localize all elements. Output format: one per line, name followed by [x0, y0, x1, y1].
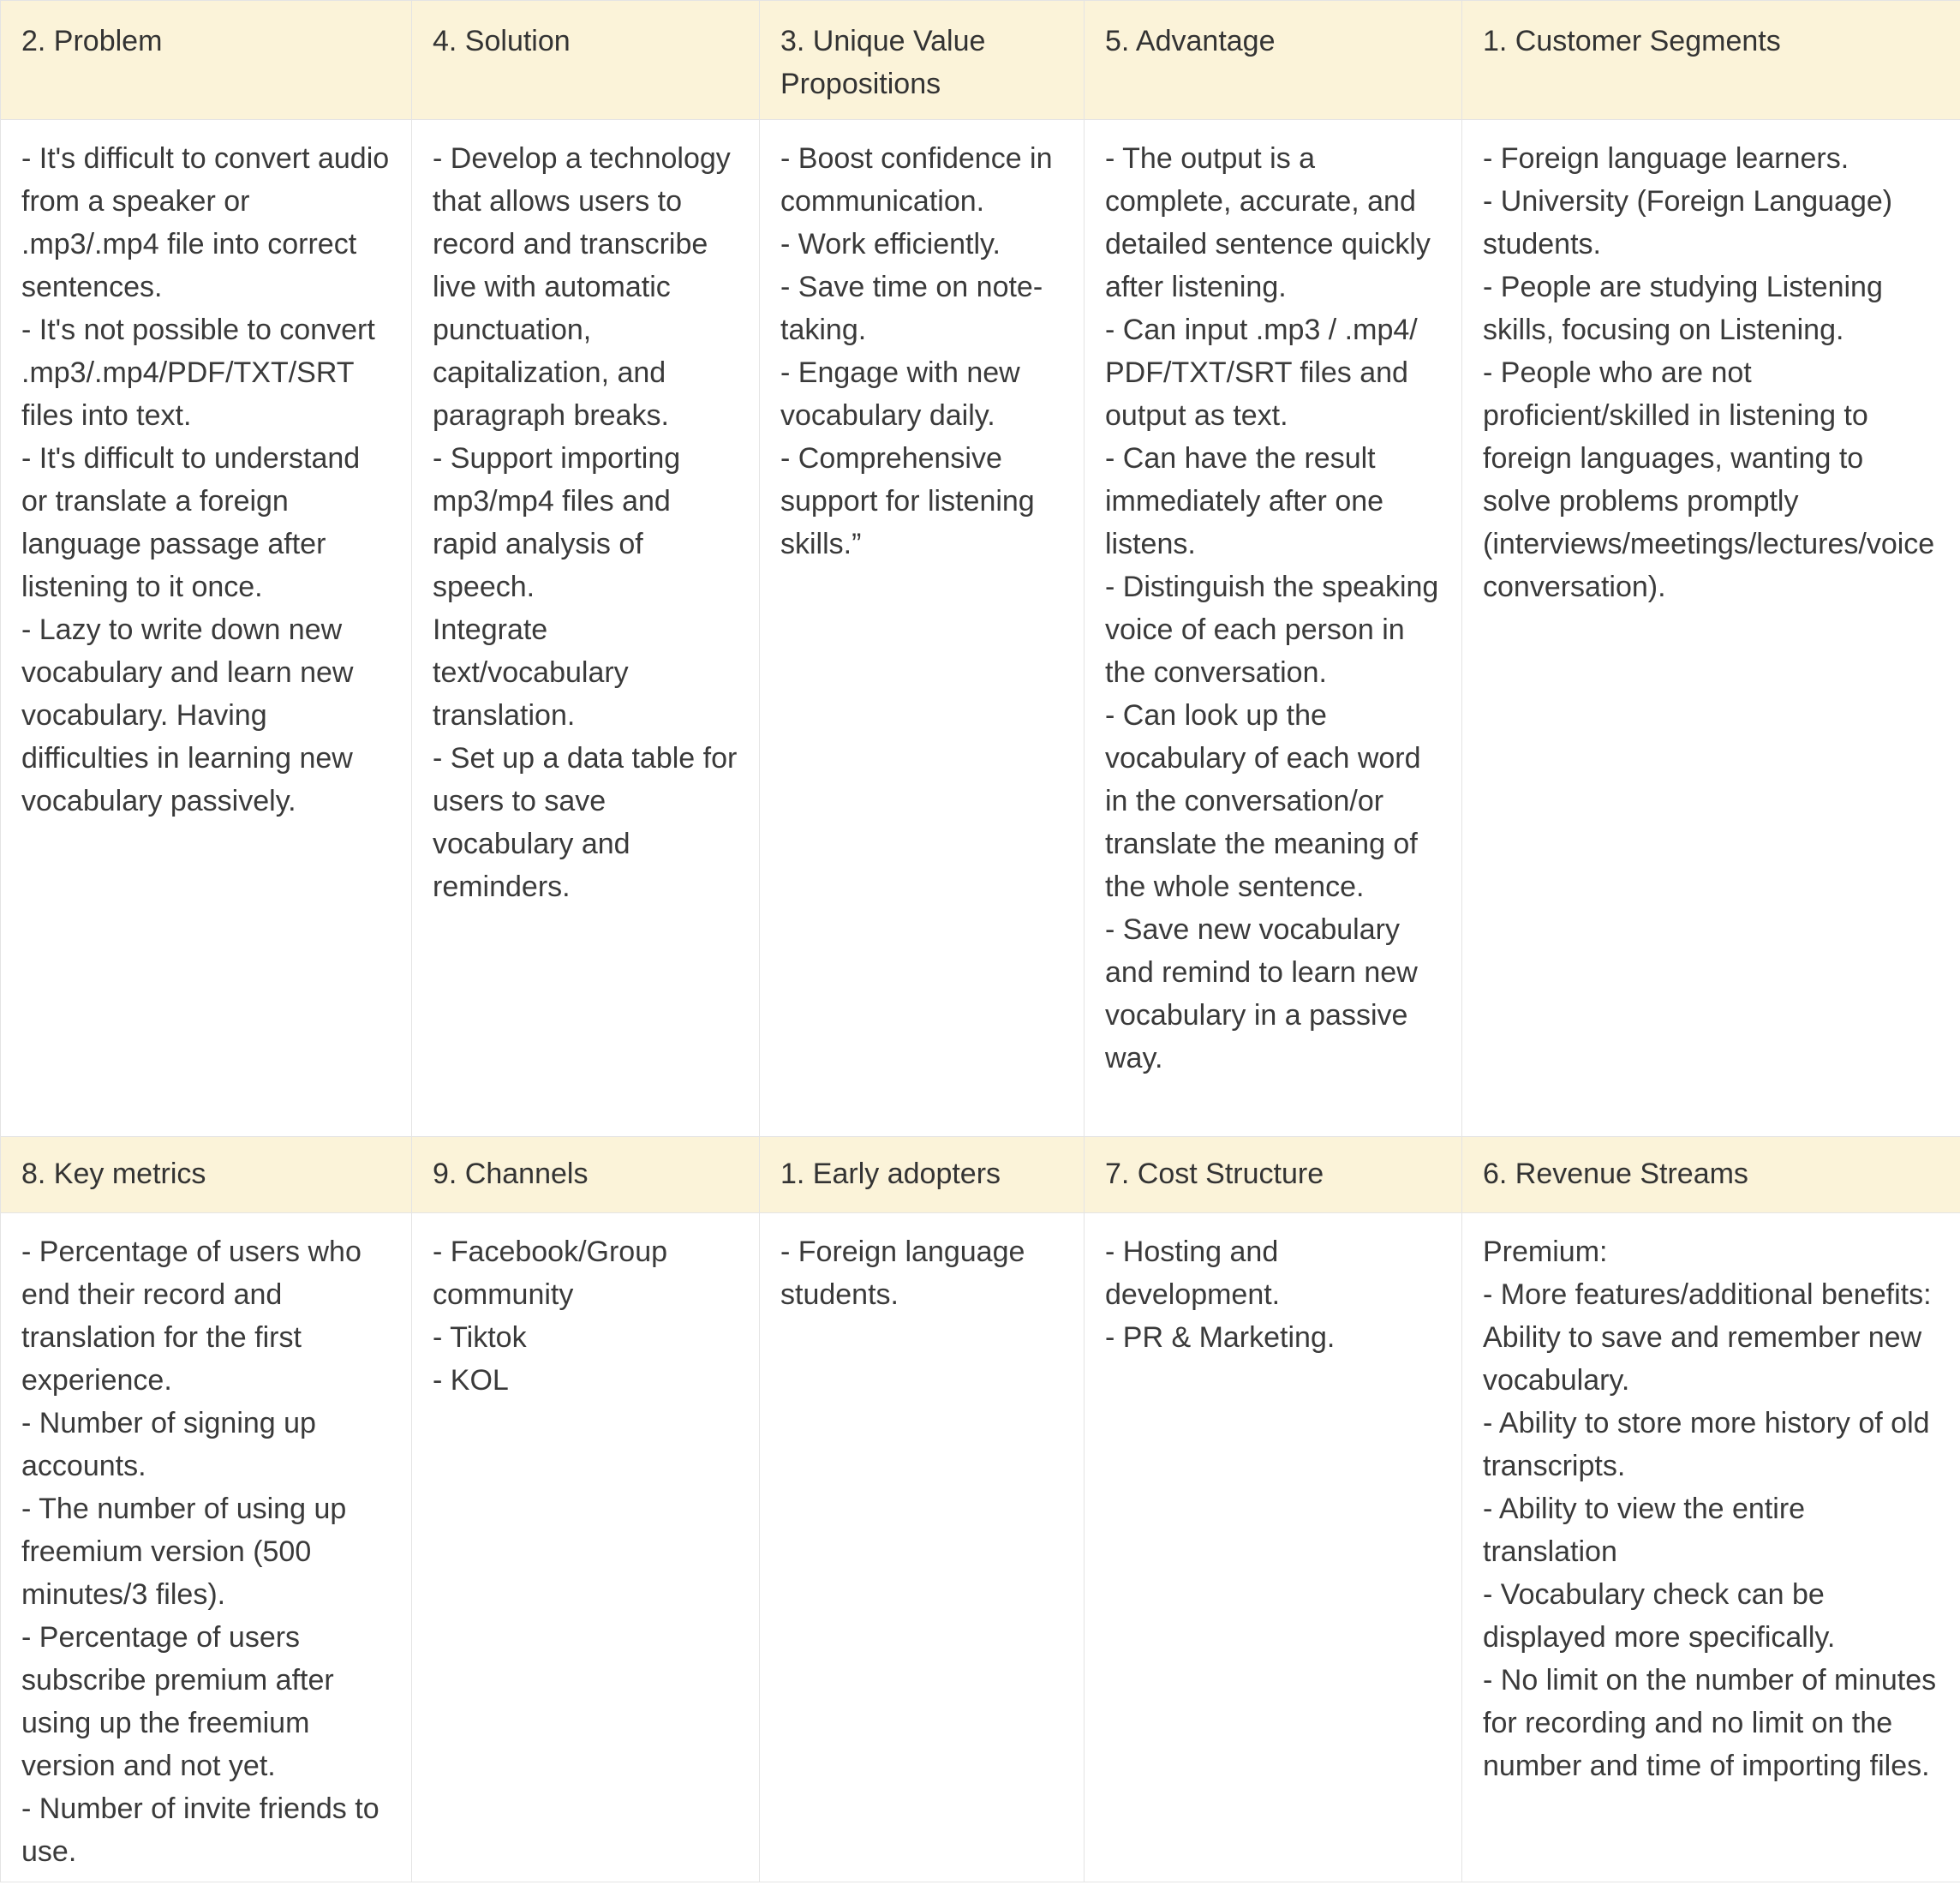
- solution-item: - Develop a technology that allows users to record and transcribe live with automatic punctuation, capitalization, and paragraph breaks.: [433, 142, 731, 432]
- header-cost-structure: 7. Cost Structure: [1105, 1158, 1324, 1190]
- header-cell-key-metrics: [1, 1137, 412, 1213]
- advantage-item: - Can look up the vocabulary of each word in the conversation/or translate the meaning of the whole sentence.: [1105, 699, 1421, 903]
- problem-item: - It's difficult to understand or translate a foreign language passage after listening to it once.: [21, 442, 361, 603]
- header-problem: 2. Problem: [21, 25, 163, 57]
- customer-segment-item: - Foreign language learners.: [1483, 142, 1849, 175]
- header-early-adopters: 1. Early adopters: [780, 1158, 1001, 1190]
- header-key-metrics: 8. Key metrics: [21, 1158, 206, 1190]
- cell-early-adopters: [760, 1213, 1085, 1882]
- channel-item: - Tiktok: [433, 1321, 527, 1354]
- uvp-list: [760, 120, 1084, 566]
- revenue-item: - Ability to store more history of old transcripts.: [1483, 1407, 1930, 1482]
- revenue-streams-list: [1462, 1213, 1960, 1787]
- uvp-item: - Work efficiently.: [780, 228, 1001, 260]
- key-metric-item: - Number of signing up accounts.: [21, 1407, 316, 1482]
- header-customer-segments: 1. Customer Segments: [1483, 25, 1781, 57]
- cell-key-metrics: [1, 1213, 412, 1882]
- cost-item: - Hosting and development.: [1105, 1236, 1281, 1311]
- cell-cost-structure: [1085, 1213, 1462, 1882]
- problem-item: - Lazy to write down new vocabulary and learn new vocabulary. Having difficulties in learning new vocabulary passively.: [21, 613, 354, 817]
- early-adopter-item: - Foreign language students.: [780, 1236, 1025, 1311]
- solution-list: [412, 120, 759, 908]
- header-solution: 4. Solution: [433, 25, 571, 57]
- revenue-item: - No limit on the number of minutes for recording and no limit on the number and time of importing files.: [1483, 1664, 1937, 1782]
- header-unique-value-propositions: 3. Unique Value Propositions: [780, 25, 986, 100]
- solution-item: - Support importing mp3/mp4 files and rapid analysis of speech.: [433, 442, 681, 603]
- key-metrics-list: [1, 1213, 411, 1873]
- advantage-item: - Can have the result immediately after one listens.: [1105, 442, 1384, 560]
- advantage-item: - Distinguish the speaking voice of each person in the conversation.: [1105, 571, 1439, 689]
- uvp-item: - Engage with new vocabulary daily.: [780, 356, 1020, 432]
- bottom-header-row: [1, 1137, 1960, 1213]
- header-cell-uvp: [760, 1, 1085, 120]
- cost-structure-list: [1085, 1213, 1461, 1359]
- header-cell-channels: [412, 1137, 760, 1213]
- advantage-item: - The output is a complete, accurate, and detailed sentence quickly after listening.: [1105, 142, 1431, 303]
- uvp-item: - Save time on note-taking.: [780, 271, 1043, 346]
- cell-advantage: [1085, 120, 1462, 1137]
- header-cell-solution: [412, 1, 760, 120]
- revenue-item: - Vocabulary check can be displayed more specifically.: [1483, 1578, 1836, 1654]
- revenue-item: - Ability to view the entire translation: [1483, 1493, 1806, 1568]
- header-channels: 9. Channels: [433, 1158, 589, 1190]
- channels-list: [412, 1213, 759, 1402]
- header-cell-customer-segments: [1462, 1, 1960, 120]
- bottom-content-row: [1, 1213, 1960, 1882]
- header-cell-early-adopters: [760, 1137, 1085, 1213]
- customer-segment-item: - University (Foreign Language) students.: [1483, 185, 1893, 260]
- problem-item: - It's not possible to convert .mp3/.mp4/PDF/TXT/SRT files into text.: [21, 314, 375, 432]
- cell-customer-segments: [1462, 120, 1960, 1137]
- key-metric-item: - Percentage of users subscribe premium after using up the freemium version and not yet.: [21, 1621, 334, 1782]
- revenue-item: Ability to save and remember new vocabulary.: [1483, 1321, 1922, 1397]
- key-metric-item: - Percentage of users who end their record and translation for the first experience.: [21, 1236, 362, 1397]
- key-metric-item: - The number of using up freemium version (500 minutes/3 files).: [21, 1493, 347, 1611]
- problem-item: - It's difficult to convert audio from a speaker or .mp3/.mp4 file into correct sentences.: [21, 142, 390, 303]
- channel-item: - Facebook/Group community: [433, 1236, 668, 1311]
- cell-uvp: [760, 120, 1085, 1137]
- revenue-item: Premium:: [1483, 1236, 1608, 1268]
- header-advantage: 5. Advantage: [1105, 25, 1276, 57]
- header-cell-advantage: [1085, 1, 1462, 120]
- customer-segment-item: - People who are not proficient/skilled in listening to foreign languages, wanting to solve problems promptly (interviews/meetings/lectures/voice conversation).: [1483, 356, 1935, 603]
- problem-list: [1, 120, 411, 823]
- cell-problem: [1, 120, 412, 1137]
- cost-item: - PR & Marketing.: [1105, 1321, 1336, 1354]
- header-cell-revenue-streams: [1462, 1137, 1960, 1213]
- cell-channels: [412, 1213, 760, 1882]
- cell-solution: [412, 120, 760, 1137]
- header-cell-cost-structure: [1085, 1137, 1462, 1213]
- solution-item: Integrate text/vocabulary translation.: [433, 613, 629, 732]
- top-content-row: [1, 120, 1960, 1137]
- uvp-item: - Boost confidence in communication.: [780, 142, 1053, 218]
- customer-segments-list: [1462, 120, 1960, 608]
- header-revenue-streams: 6. Revenue Streams: [1483, 1158, 1748, 1190]
- revenue-item: - More features/additional benefits:: [1483, 1278, 1932, 1311]
- advantage-item: - Save new vocabulary and remind to learn new vocabulary in a passive way.: [1105, 913, 1418, 1074]
- top-header-row: [1, 1, 1960, 120]
- key-metric-item: - Number of invite friends to use.: [21, 1792, 379, 1868]
- advantage-list: [1085, 120, 1461, 1080]
- advantage-item: - Can input .mp3 / .mp4/ PDF/TXT/SRT files and output as text.: [1105, 314, 1418, 432]
- uvp-item: - Comprehensive support for listening skills.”: [780, 442, 1035, 560]
- early-adopters-list: [760, 1213, 1084, 1316]
- solution-item: - Set up a data table for users to save vocabulary and reminders.: [433, 742, 738, 903]
- cell-revenue-streams: [1462, 1213, 1960, 1882]
- customer-segment-item: - People are studying Listening skills, focusing on Listening.: [1483, 271, 1883, 346]
- header-cell-problem: [1, 1, 412, 120]
- channel-item: - KOL: [433, 1364, 509, 1397]
